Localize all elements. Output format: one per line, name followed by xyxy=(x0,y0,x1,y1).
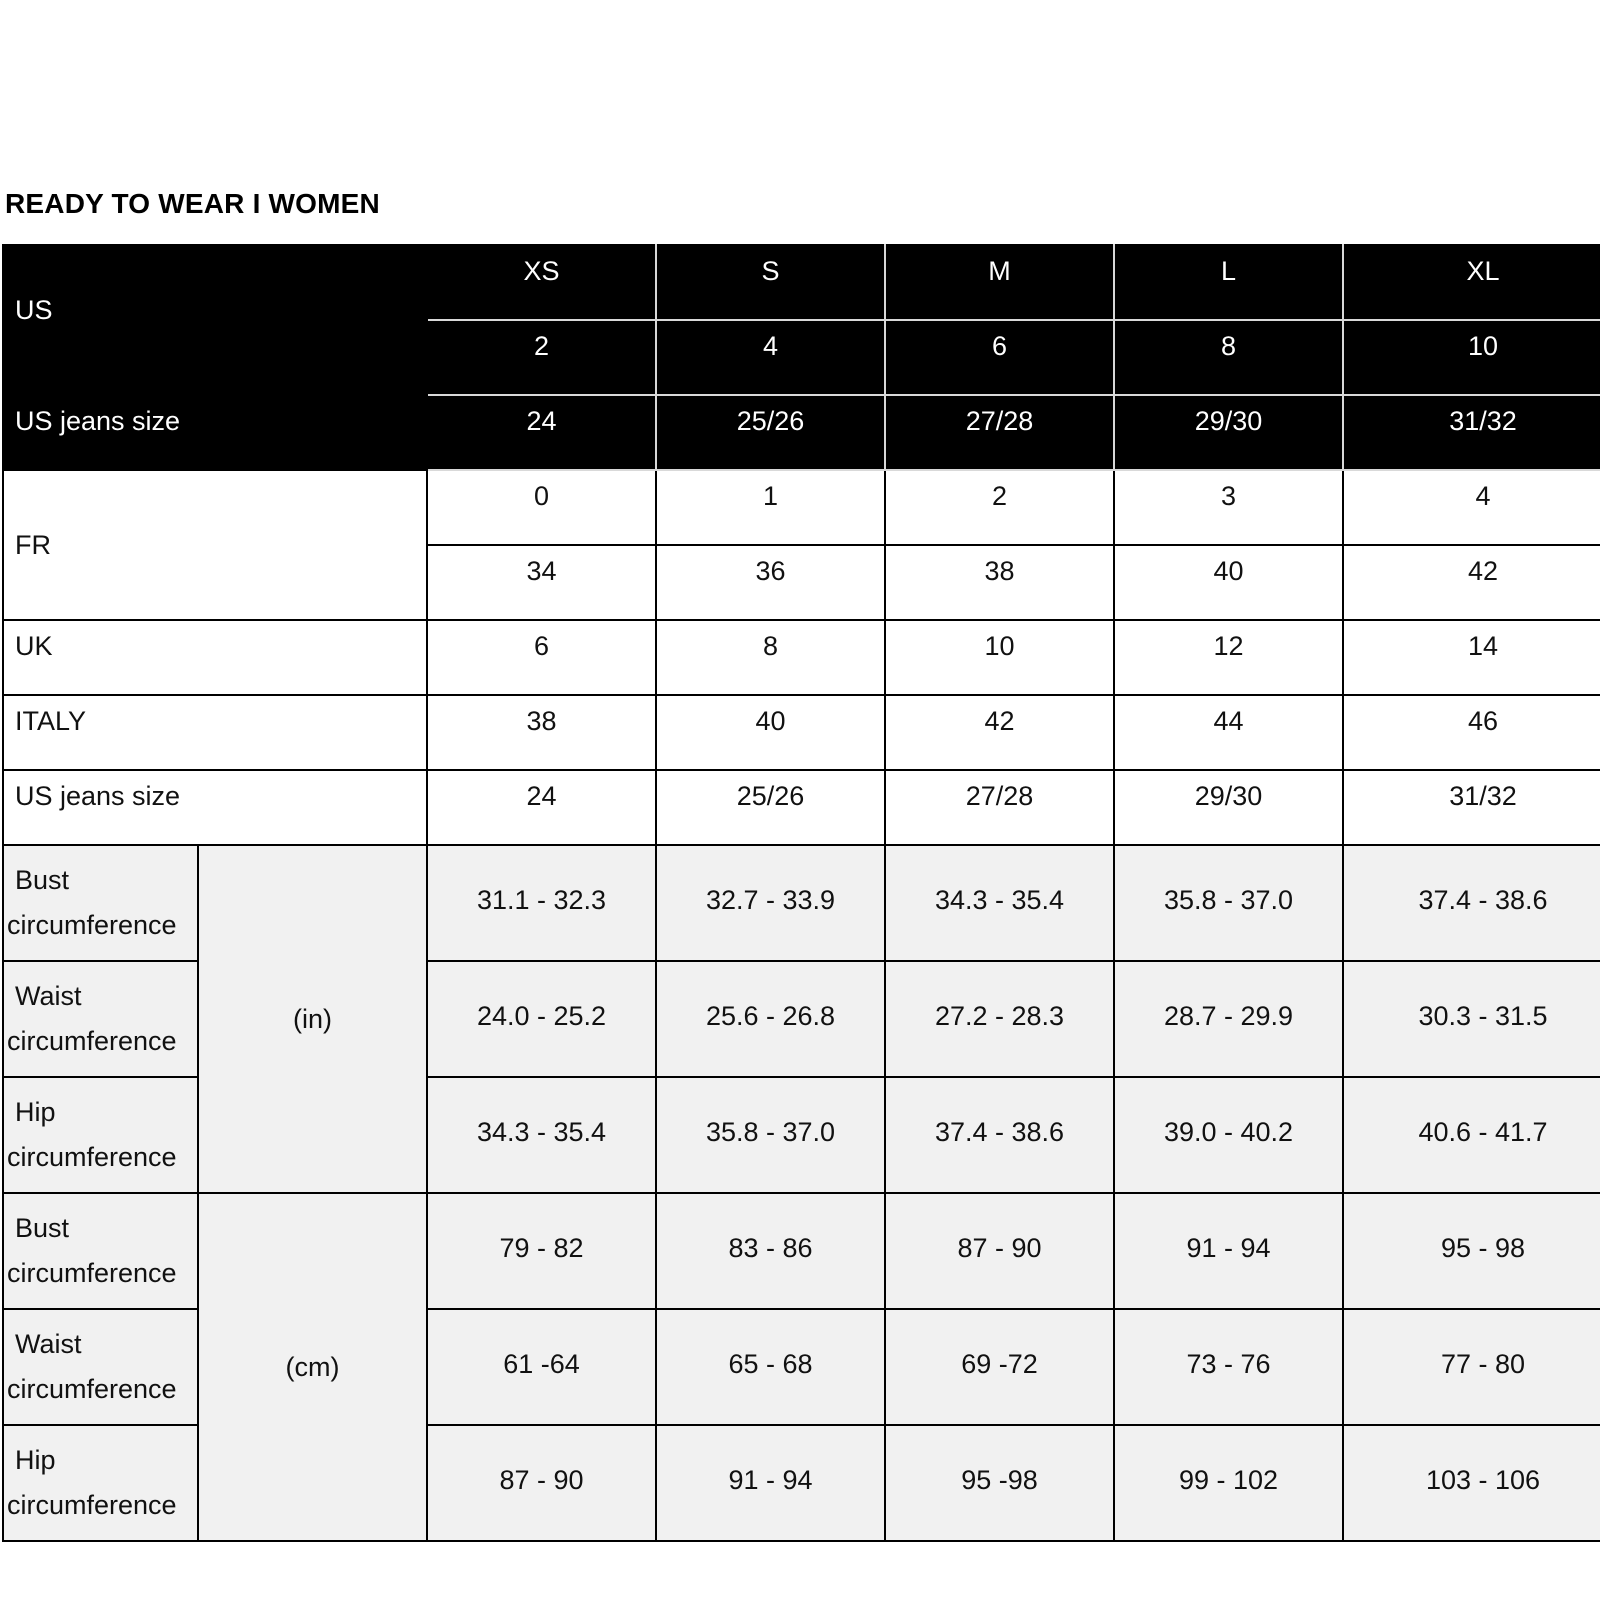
fr-cell: 4 xyxy=(1343,470,1600,545)
measurement-name xyxy=(3,1425,198,1541)
measurement-cell: 99 - 102 xyxy=(1114,1425,1343,1541)
measurement-name-line2: circumference xyxy=(7,1374,177,1404)
measurement-name xyxy=(3,1077,198,1193)
us-jeans-cell: 24 xyxy=(427,770,656,845)
measurement-row-cm-bust xyxy=(3,1193,1600,1309)
measurement-cell: 40.6 - 41.7 xyxy=(1343,1077,1600,1193)
measurement-cell: 91 - 94 xyxy=(656,1425,885,1541)
measurement-cell: 65 - 68 xyxy=(656,1309,885,1425)
us-jeans-label: US jeans size xyxy=(3,770,427,845)
measurement-cell: 95 - 98 xyxy=(1343,1193,1600,1309)
fr-cell: 40 xyxy=(1114,545,1343,620)
uk-cell: 14 xyxy=(1343,620,1600,695)
size-letter-cell: L xyxy=(1114,245,1343,320)
uk-cell: 6 xyxy=(427,620,656,695)
header-row-jeans xyxy=(3,395,1600,470)
measurement-cell: 95 -98 xyxy=(885,1425,1114,1541)
measurement-name-line2: circumference xyxy=(7,910,177,940)
us-jeans-row xyxy=(3,770,1600,845)
header-jeans-label: US jeans size xyxy=(3,395,427,470)
measurement-cell: 31.1 - 32.3 xyxy=(427,845,656,961)
measurement-row-in-bust xyxy=(3,845,1600,961)
measurement-cell: 77 - 80 xyxy=(1343,1309,1600,1425)
size-letter-cell: XS xyxy=(427,245,656,320)
measurement-cell: 24.0 - 25.2 xyxy=(427,961,656,1077)
fr-cell: 36 xyxy=(656,545,885,620)
measurement-cell: 87 - 90 xyxy=(885,1193,1114,1309)
measurement-cell: 87 - 90 xyxy=(427,1425,656,1541)
italy-cell: 46 xyxy=(1343,695,1600,770)
measurement-cell: 32.7 - 33.9 xyxy=(656,845,885,961)
measurement-cell: 37.4 - 38.6 xyxy=(1343,845,1600,961)
measurement-cell: 35.8 - 37.0 xyxy=(1114,845,1343,961)
measurement-cell: 79 - 82 xyxy=(427,1193,656,1309)
measurement-cell: 34.3 - 35.4 xyxy=(885,845,1114,961)
uk-label: UK xyxy=(3,620,427,695)
measurement-name-line1: Waist xyxy=(15,981,82,1011)
italy-label: ITALY xyxy=(3,695,427,770)
fr-cell: 3 xyxy=(1114,470,1343,545)
fr-row-1 xyxy=(3,470,1600,545)
size-chart-table xyxy=(2,244,1600,1542)
measurement-name-line1: Bust xyxy=(15,865,70,895)
italy-cell: 40 xyxy=(656,695,885,770)
measurement-name-line1: Waist xyxy=(15,1329,82,1359)
measurement-cell: 91 - 94 xyxy=(1114,1193,1343,1309)
measurement-cell: 103 - 106 xyxy=(1343,1425,1600,1541)
us-number-cell: 10 xyxy=(1343,320,1600,395)
us-jeans-cell: 25/26 xyxy=(656,770,885,845)
us-jeans-cell: 29/30 xyxy=(1114,770,1343,845)
measurement-cell: 61 -64 xyxy=(427,1309,656,1425)
jeans-size-cell: 29/30 xyxy=(1114,395,1343,470)
uk-cell: 10 xyxy=(885,620,1114,695)
measurement-name-line1: Hip xyxy=(15,1097,56,1127)
size-letter-cell: XL xyxy=(1343,245,1600,320)
measurement-name-line1: Bust xyxy=(15,1213,70,1243)
header-row-letters xyxy=(3,245,1600,320)
uk-cell: 8 xyxy=(656,620,885,695)
fr-label: FR xyxy=(3,470,427,620)
uk-cell: 12 xyxy=(1114,620,1343,695)
unit-centimeters: (cm) xyxy=(198,1193,427,1541)
measurement-cell: 34.3 - 35.4 xyxy=(427,1077,656,1193)
measurement-cell: 30.3 - 31.5 xyxy=(1343,961,1600,1077)
jeans-size-cell: 25/26 xyxy=(656,395,885,470)
fr-cell: 1 xyxy=(656,470,885,545)
size-letter-cell: S xyxy=(656,245,885,320)
uk-row xyxy=(3,620,1600,695)
fr-cell: 38 xyxy=(885,545,1114,620)
measurement-cell: 73 - 76 xyxy=(1114,1309,1343,1425)
measurement-cell: 35.8 - 37.0 xyxy=(656,1077,885,1193)
measurement-cell: 83 - 86 xyxy=(656,1193,885,1309)
measurement-name-line2: circumference xyxy=(7,1490,177,1520)
measurement-name-line2: circumference xyxy=(7,1026,177,1056)
measurement-name-line2: circumference xyxy=(7,1258,177,1288)
us-number-cell: 4 xyxy=(656,320,885,395)
fr-cell: 0 xyxy=(427,470,656,545)
unit-inches: (in) xyxy=(198,845,427,1193)
jeans-size-cell: 31/32 xyxy=(1343,395,1600,470)
fr-cell: 34 xyxy=(427,545,656,620)
jeans-size-cell: 24 xyxy=(427,395,656,470)
jeans-size-cell: 27/28 xyxy=(885,395,1114,470)
fr-cell: 2 xyxy=(885,470,1114,545)
us-number-cell: 2 xyxy=(427,320,656,395)
italy-row xyxy=(3,695,1600,770)
measurement-cell: 25.6 - 26.8 xyxy=(656,961,885,1077)
size-letter-cell: M xyxy=(885,245,1114,320)
measurement-cell: 28.7 - 29.9 xyxy=(1114,961,1343,1077)
measurement-cell: 69 -72 xyxy=(885,1309,1114,1425)
us-number-cell: 6 xyxy=(885,320,1114,395)
measurement-cell: 37.4 - 38.6 xyxy=(885,1077,1114,1193)
measurement-name xyxy=(3,961,198,1077)
italy-cell: 42 xyxy=(885,695,1114,770)
measurement-name-line1: Hip xyxy=(15,1445,56,1475)
measurement-name xyxy=(3,1309,198,1425)
italy-cell: 38 xyxy=(427,695,656,770)
measurement-cell: 39.0 - 40.2 xyxy=(1114,1077,1343,1193)
us-jeans-cell: 27/28 xyxy=(885,770,1114,845)
us-number-cell: 8 xyxy=(1114,320,1343,395)
us-jeans-cell: 31/32 xyxy=(1343,770,1600,845)
measurement-name-line2: circumference xyxy=(7,1142,177,1172)
page-title: READY TO WEAR I WOMEN xyxy=(5,188,380,219)
measurement-name xyxy=(3,1193,198,1309)
measurement-name xyxy=(3,845,198,961)
us-label: US xyxy=(3,245,427,395)
italy-cell: 44 xyxy=(1114,695,1343,770)
fr-cell: 42 xyxy=(1343,545,1600,620)
measurement-cell: 27.2 - 28.3 xyxy=(885,961,1114,1077)
